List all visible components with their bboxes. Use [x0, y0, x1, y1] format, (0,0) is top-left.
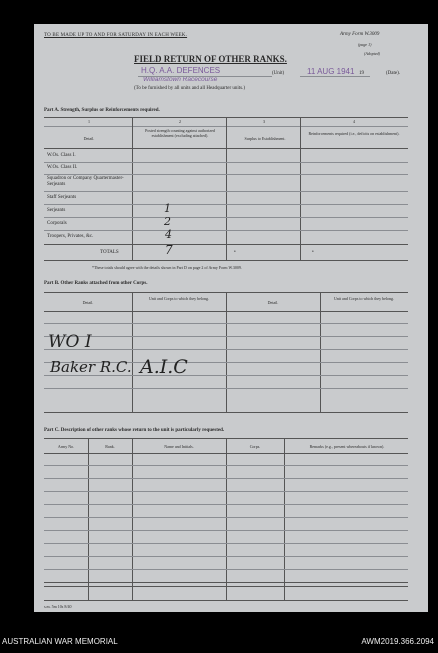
row-detail-wo1: W.Os. Class I.: [47, 153, 76, 158]
part-c-rule-8: [44, 556, 408, 557]
part-b-header-detail-2: Detail.: [267, 300, 279, 305]
part-b-heading: Part B. Other Ranks attached from other Corps.: [44, 281, 148, 286]
row-detail-corporals: Corporals: [47, 221, 67, 226]
part-c-header-corps: Corps.: [249, 444, 261, 449]
part-c-bottom-rule: [44, 600, 408, 601]
part-a-bottom-rule: [44, 260, 408, 261]
part-b-col-line-2: [226, 292, 227, 412]
part-b-header-corps-1: Unit and Corps to which they belong.: [148, 296, 210, 301]
footer-institution: AUSTRALIAN WAR MEMORIAL: [2, 637, 118, 646]
part-b-col-line-3: [320, 292, 321, 412]
part-c-header-rank: Rank.: [105, 444, 115, 449]
part-b-rule-2: [44, 336, 408, 337]
part-b-header-corps-2: Unit and Corps to which they belong.: [333, 296, 395, 301]
part-a-col-line-3: [300, 117, 301, 260]
row-rule-6: [44, 230, 408, 231]
part-b-rule-3: [44, 349, 408, 350]
row-detail-troopers: Troopers, Privates, &c.: [47, 234, 94, 239]
totals-dot-reinforcements: •: [312, 250, 314, 255]
part-a-heading: Part A. Strength, Surplus or Reinforcements required.: [44, 108, 160, 113]
date-line: [300, 76, 370, 77]
part-a-header-strength: Posted strength counting against authorized establishment (excluding attached).: [145, 128, 215, 138]
part-c-col-line-3: [226, 438, 227, 600]
part-c-rule-3: [44, 491, 408, 492]
part-b-rule-6: [44, 388, 408, 389]
strength-corporals: 2: [164, 215, 171, 228]
totals-top-rule: [44, 244, 408, 245]
row-rule-1: [44, 162, 408, 163]
row-detail-wo2: W.Os. Class II.: [47, 165, 78, 170]
handwritten-corps: A.I.C: [140, 356, 188, 378]
part-a-header-surplus: Surplus to Establishment.: [244, 136, 286, 141]
totals-dot-surplus: •: [234, 250, 236, 255]
row-rule-3: [44, 191, 408, 192]
row-detail-serjeants: Serjeants: [47, 208, 66, 213]
location-stamp: Williamstown Racecourse: [143, 76, 218, 83]
part-a-col-line-2: [226, 117, 227, 260]
date-stamp: 11 AUG 1941: [307, 67, 355, 76]
part-b-col-line-1: [132, 292, 133, 412]
totals-note: *These totals should agree with the details shown in Part D on page 2 of Army Form W.3009.: [92, 265, 242, 270]
form-page: (page 1): [358, 42, 372, 47]
part-c-header-army-no: Army No.: [57, 444, 75, 449]
part-c-rule-10: [44, 582, 408, 583]
row-rule-4: [44, 204, 408, 205]
part-a-header-reinforcements: Reinforcements required (i.e., deficits on establishment).: [308, 131, 400, 136]
part-c-rule-7: [44, 543, 408, 544]
part-b-bottom-rule: [44, 412, 408, 413]
year-prefix: 19: [359, 71, 364, 76]
part-a-header-detail: Detail.: [83, 136, 95, 141]
part-c-header-name: Name and Initials.: [164, 444, 194, 449]
handwritten-name: Baker R.C.: [50, 358, 132, 376]
row-detail-cqms: Squadron or Company Quartermaster-Serjeants: [47, 176, 124, 187]
totals-label: TOTALS: [100, 250, 119, 255]
part-c-rule-6: [44, 530, 408, 531]
print-code: s.m. 5m 10s 8/40: [44, 604, 72, 609]
col-number-3: 3: [263, 119, 265, 124]
part-c-rule-2: [44, 478, 408, 479]
part-c-rule-4: [44, 504, 408, 505]
row-detail-staff-serjeants: Staff Serjeants: [47, 195, 77, 200]
part-c-header-remarks: Remarks (e.g., present whereabouts if known).: [309, 444, 385, 449]
part-b-rule-1: [44, 323, 408, 324]
strength-serjeants: 1: [164, 202, 171, 215]
row-rule-2: [44, 174, 408, 175]
unit-label: (Unit): [272, 71, 285, 76]
col-number-2: 2: [179, 119, 181, 124]
part-c-rule-5: [44, 517, 408, 518]
col-number-4: 4: [353, 119, 355, 124]
row-rule-5: [44, 217, 408, 218]
top-instruction: TO BE MADE UP TO AND FOR SATURDAY IN EACH WEEK.: [44, 33, 188, 38]
unit-line: [138, 76, 272, 77]
part-a-col-line-1: [132, 117, 133, 260]
part-c-col-line-2: [132, 438, 133, 600]
form-page: [34, 24, 428, 612]
strength-troopers: 4: [165, 228, 172, 241]
unit-stamp: H.Q. A.A. DEFENCES: [141, 66, 221, 75]
totals-value: 7: [165, 243, 173, 257]
part-c-col-line-1: [88, 438, 89, 600]
part-b-header-detail-1: Detail.: [82, 300, 94, 305]
part-c-rule-9: [44, 569, 408, 570]
part-c-rule-1: [44, 465, 408, 466]
form-number: Army Form W.3009: [340, 32, 380, 37]
form-title: FIELD RETURN OF OTHER RANKS.: [134, 54, 287, 64]
part-c-col-line-4: [284, 438, 285, 600]
part-c-rule-11: [44, 586, 408, 587]
form-subtitle: (To be furnished by all units and all Headquarter units.): [134, 86, 246, 91]
footer-reference: AWM2019.366.2094: [361, 637, 434, 646]
part-c-heading: Part C. Description of other ranks whose return to the unit is particularly requested.: [44, 428, 225, 433]
col-number-1: 1: [88, 119, 90, 124]
date-label: (Date).: [386, 71, 401, 76]
form-adopted: (Adopted): [364, 51, 380, 56]
handwritten-rank: WO I: [48, 332, 92, 352]
